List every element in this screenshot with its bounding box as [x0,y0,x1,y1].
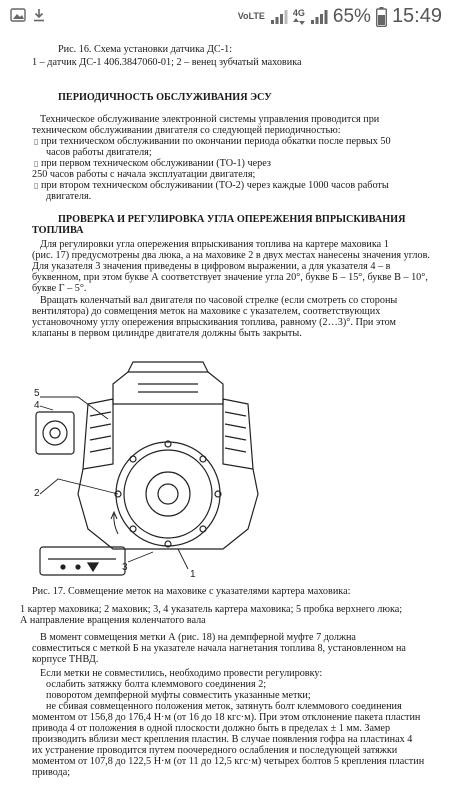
bullet-3-text: при втором техническом обслуживании (ТО-2) через каждые 1000 часов работы [40,180,389,191]
callout-label: 2 [34,488,40,499]
bullet-1-text: при техническом обслуживании по окончании периода обкатки после первых 50 [40,136,391,147]
callout-label: 4 [34,400,40,411]
battery-icon [376,7,387,27]
fig17-caption: Рис. 17. Совмещение меток на маховике с указателями картера маховика: [32,586,351,597]
system-indicators [238,5,442,28]
download-icon [32,8,46,22]
network-type-label: 4G [292,7,305,18]
s3-line12: моментом от 107,8 до 122,5 Н·м (от 11 до 12,5 кгс·м) четырех болтов 5 крепления пластин [32,756,425,767]
bullet-marker-icon: ▯ [34,159,39,168]
s3-line1: В момент совмещения метки А (рис. 18) на демпферной муфте 7 должна [40,632,356,643]
document-page [0,34,450,800]
s2-line9: клапаны в первом цилиндре двигателя должны быть закрыты. [32,328,302,339]
bullet-marker-icon: ▯ [34,137,39,146]
bullet-2 [34,158,271,169]
bullet-3-cont: двигателя. [46,191,92,202]
bullet-1 [34,136,391,147]
figure-17-engine-drawing [18,344,318,584]
s3-line4: Если метки не совместились, необходимо провести регулировку: [40,668,323,679]
section1-paragraph-line1: Техническое обслуживание электронной системы управления проводится при [40,114,380,125]
s3-line2: совместиться с меткой Б на указателе начала нагнетания топлива 8, установленном на [32,643,406,654]
s3-line11: их устранение проводится путем поочередного ослабления и последующей затяжки [32,745,398,756]
bullet-1-cont: часов работы двигателя; [46,147,152,158]
signal-bars-icon [270,9,288,25]
volte-label: VoLTE [237,11,265,21]
status-bar [0,0,450,34]
callout-label: 5 [34,388,40,399]
fig16-legend: 1 – датчик ДС-1 406.3847060-01; 2 – венец зубчатый маховика [32,57,302,68]
signal-bars-icon-2 [310,9,328,25]
s3-line10: производить вблизи мест крепления пластин. В случае появления гофра на пластинах 4 [32,734,413,745]
data-arrows-icon [293,18,305,25]
bullet-marker-icon: ▯ [34,181,39,190]
bullet-3 [34,180,389,191]
s3-line13: привода; [32,767,71,778]
s2-line1: Для регулировки угла опережения впрыскивания топлива на картере маховика 1 [40,239,389,250]
section2-title-line2: ТОПЛИВА [32,225,84,236]
clock: 15:49 [391,5,442,27]
s3-line3: корпусе ТНВД. [32,654,99,665]
battery-percent: 65% [332,5,371,27]
s2-line6: Вращать коленчатый вал двигателя по часовой стрелке (если смотреть со стороны [40,295,398,306]
s3-line5: ослабить затяжку болта клеммового соединения 2; [46,679,267,690]
s3-line8: моментом от 156,8 до 176,4 Н·м (от 16 до 18 кгс·м). При этом отклонение пакета пластин [32,712,421,723]
s3-line9: привода 4 от положения в одной плоскости должно быть в пределах ± 1 мм. Замер [32,723,391,734]
s2-line3: Для указателя 3 значения приведены в цифровом выражении, а для указателя 4 – в [32,261,391,272]
fig16-caption: Рис. 16. Схема установки датчика ДС-1: [58,44,233,55]
gallery-icon [10,8,26,22]
network-type-indicator [293,9,305,25]
section1-paragraph-line2: техническом обслуживании двигателя со следующей периодичностью: [32,125,341,136]
notification-icons [10,8,46,22]
s3-line6: повоpотом демпферной муфты совместить указанные метки; [46,690,311,701]
bullet-2-cont: 250 часов работы с начала эксплуатации двигателя; [32,169,256,180]
s2-line8: установочному углу опережения впрыскивания топлива, равному (2…3)°. При этом [32,317,396,328]
section1-title: ПЕРИОДИЧНОСТЬ ОБСЛУЖИВАНИЯ ЭСУ [58,92,272,103]
section2-title-line1: ПРОВЕРКА И РЕГУЛИРОВКА УГЛА ОПЕРЕЖЕНИЯ ВПРЫСКИВАНИЯ [58,214,406,225]
fig17-legend-line2: А направление вращения коленчатого вала [20,615,206,626]
s2-line2: (рис. 17) предусмотрены два люка, а на маховике 2 в двух местах нанесены значения углов. [32,250,430,261]
callout-label: 1 [190,569,196,580]
s3-line7: не сбивая совмещенного положения меток, затянуть болт клеммового соединения [46,701,402,712]
s2-line5: букве Г – 5°. [32,283,87,294]
s2-line7: вентилятора) до совмещения меток на маховике с указателем, соответствующих [32,306,381,317]
s2-line4: буквенном, при этом букве А соответствует значение угла 20°, букве Б – 15°, букве В – 10°, [32,272,428,283]
bullet-2-text: при первом техническом обслуживании (ТО-1) через [40,158,271,169]
volte-indicator [238,12,265,21]
fig17-legend-line1: 1 картер маховика; 2 маховик; 3, 4 указатель картера маховика; 5 пробка верхнего люка; [20,604,403,615]
callout-label: 3 [122,562,128,573]
